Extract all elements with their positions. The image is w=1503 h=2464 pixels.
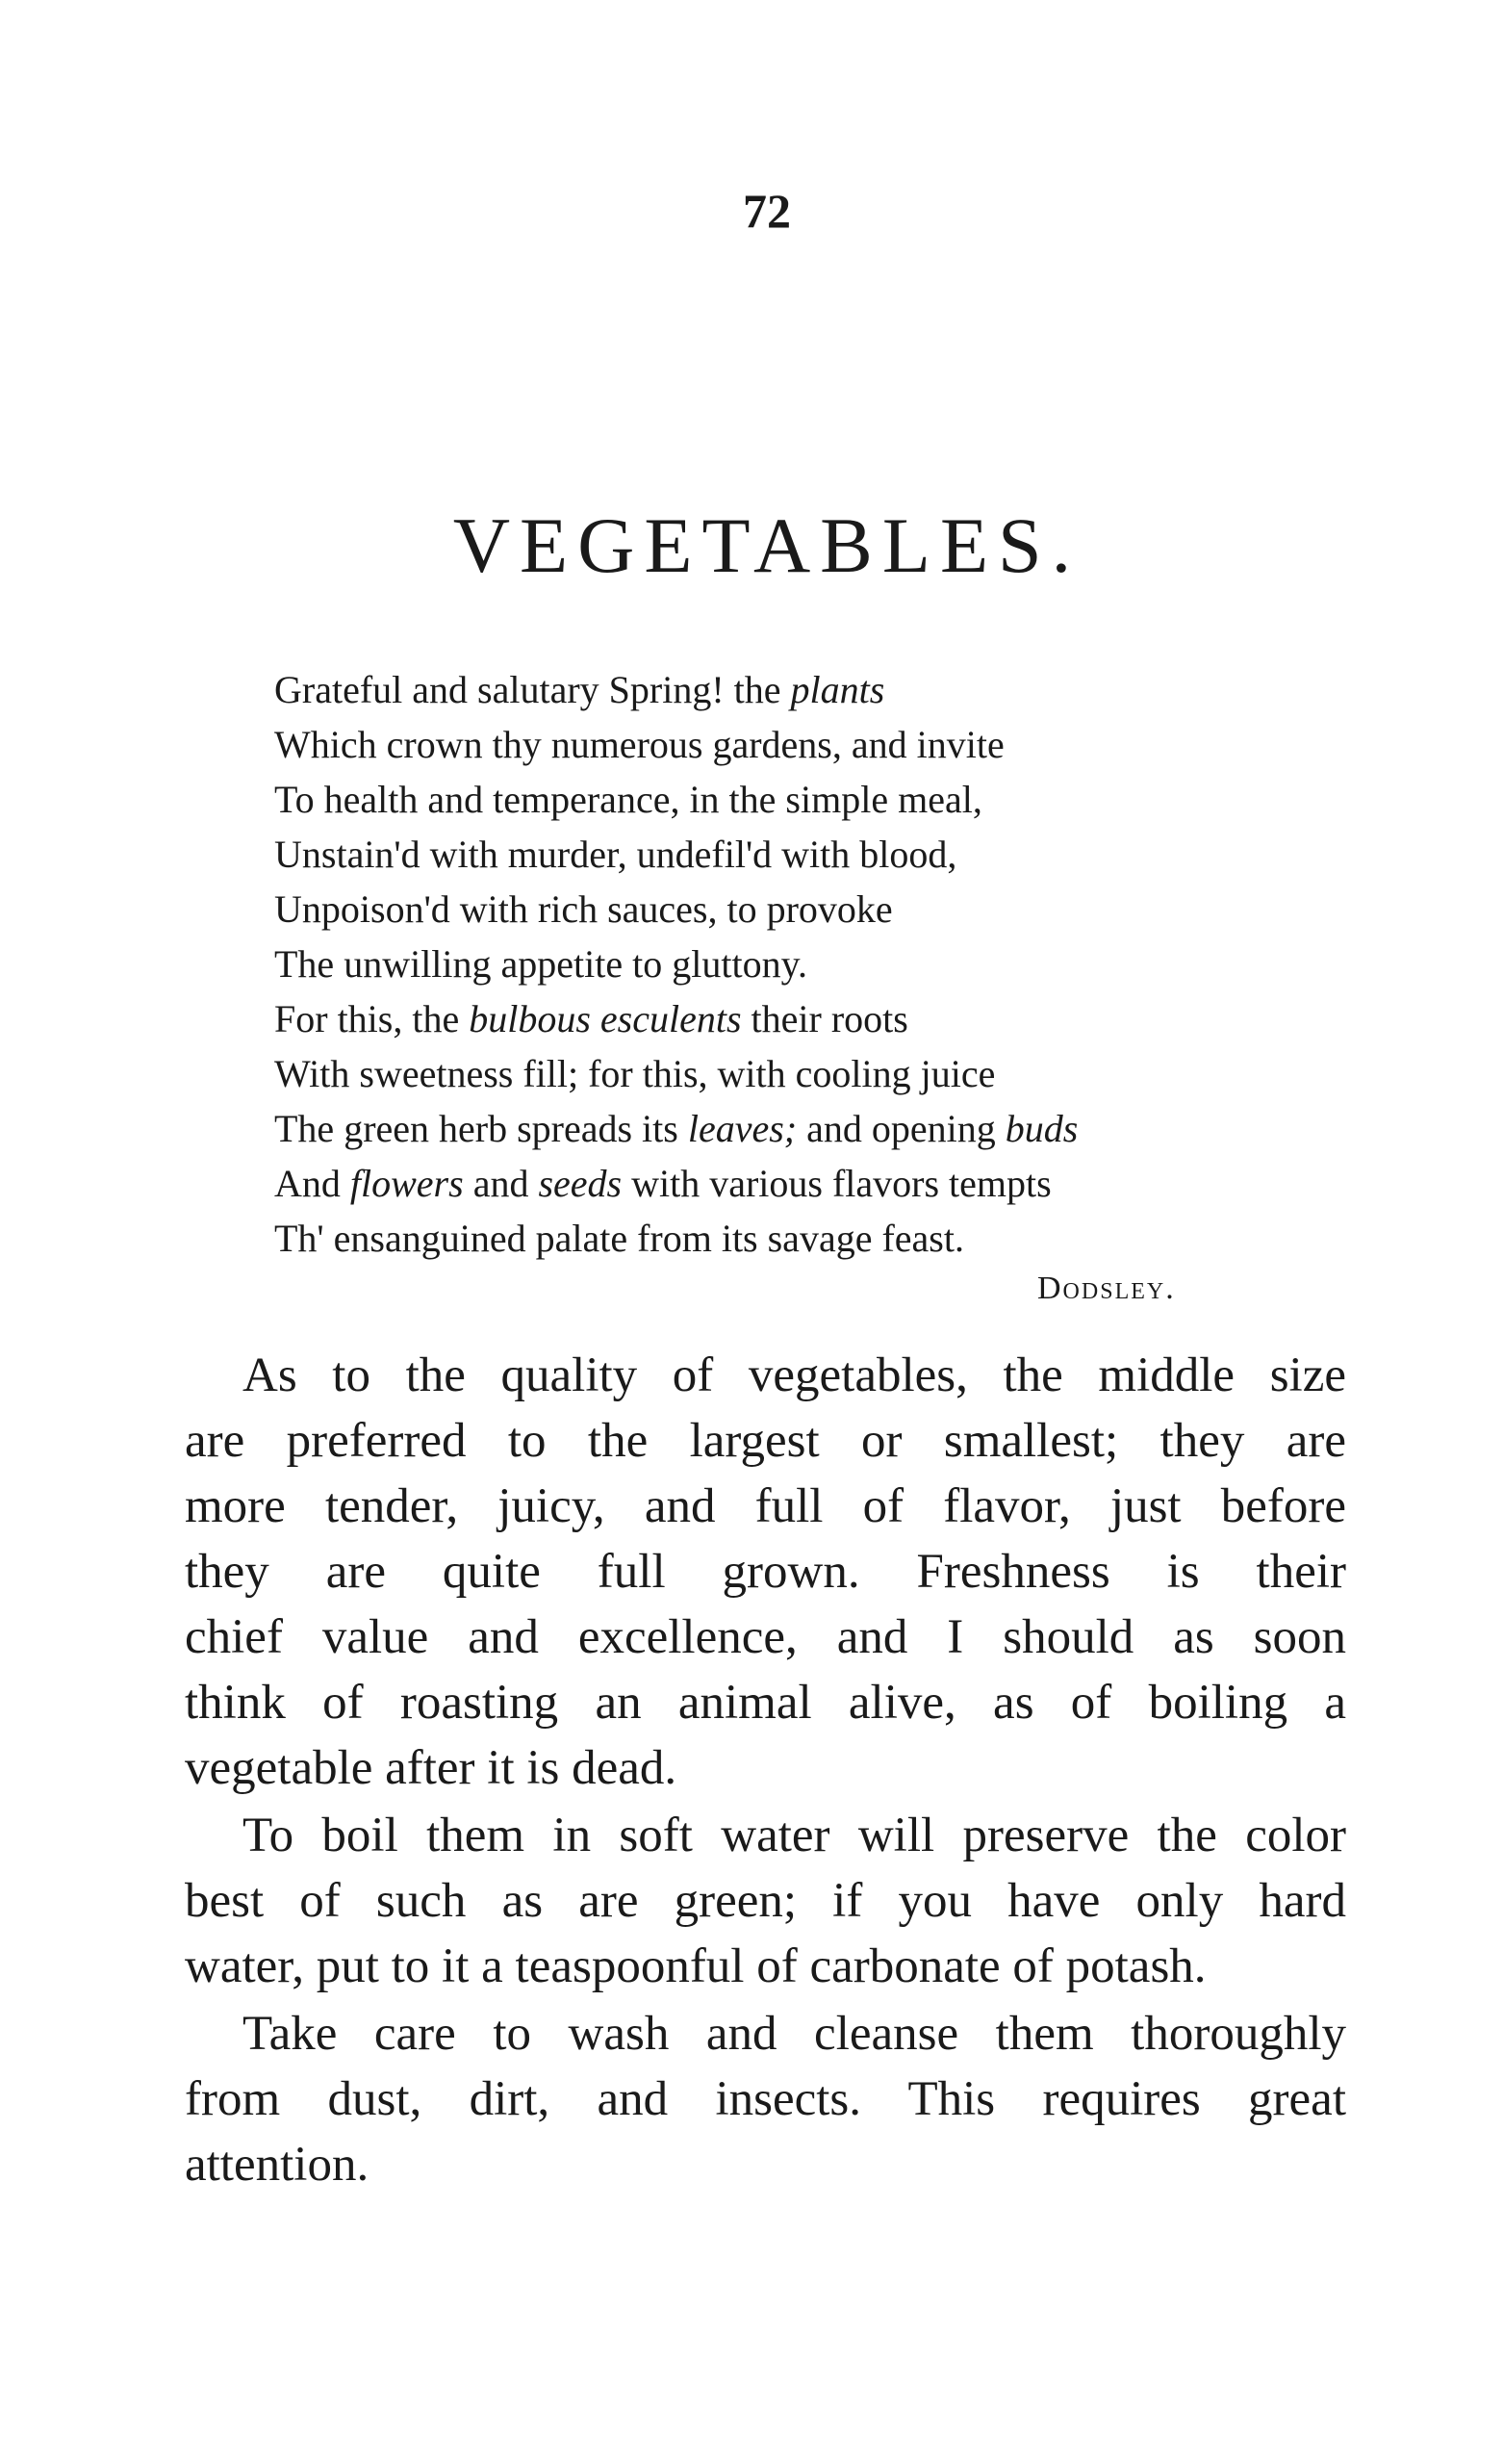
epigraph-poem: [274, 662, 1078, 1266]
poem-text: And: [274, 1162, 350, 1205]
text-line: are preferred to the largest or smallest; they are: [185, 1414, 1346, 1468]
paragraph: [185, 1803, 1346, 1999]
poem-line: [274, 991, 1078, 1046]
poem-text: For this, the: [274, 997, 470, 1040]
poem-text: with various flavors tempts: [622, 1162, 1052, 1205]
poem-text: and opening: [797, 1107, 1006, 1150]
text-line: chief value and excellence, and I should as soon: [185, 1610, 1346, 1664]
poem-line: [274, 662, 1078, 717]
poem-text: The green herb spreads its: [274, 1107, 688, 1150]
poem-line: [274, 1211, 1078, 1266]
text-line: more tender, juicy, and full of flavor, just before: [185, 1479, 1346, 1533]
poem-line: [274, 937, 1078, 991]
poem-italic-text: buds: [1005, 1107, 1079, 1150]
text-line: Take care to wash and cleanse them thoroughly: [242, 2007, 1346, 2061]
poem-author: Dodsley.: [1037, 1270, 1176, 1306]
text-line: from dust, dirt, and insects. This requires great: [185, 2072, 1346, 2126]
chapter-title: VEGETABLES.: [452, 501, 1082, 589]
text-line: vegetable after it is dead.: [185, 1741, 677, 1795]
poem-text: Which crown thy numerous gardens, and invite: [274, 723, 1005, 766]
paragraph: [185, 1343, 1346, 1801]
text-line: think of roasting an animal alive, as of boiling a: [185, 1676, 1346, 1730]
poem-text: Grateful and salutary Spring! the: [274, 668, 791, 711]
poem-text: their roots: [741, 997, 908, 1040]
poem-line: [274, 882, 1078, 937]
poem-line: [274, 772, 1078, 827]
poem-line: [274, 827, 1078, 882]
text-line: they are quite full grown. Freshness is their: [185, 1545, 1346, 1599]
text-line: attention.: [185, 2138, 369, 2192]
poem-line: [274, 1101, 1078, 1156]
poem-line: [274, 1156, 1078, 1211]
poem-italic-text: bulbous esculents: [469, 997, 742, 1040]
poem-text: The unwilling appetite to gluttony.: [274, 942, 807, 986]
poem-italic-text: leaves;: [687, 1107, 798, 1150]
poem-text: Unstain'd with murder, undefil'd with blood,: [274, 833, 957, 876]
poem-text: and: [463, 1162, 539, 1205]
poem-italic-text: flowers: [349, 1162, 464, 1205]
poem-italic-text: seeds: [538, 1162, 623, 1205]
poem-text: To health and temperance, in the simple meal,: [274, 778, 982, 821]
text-line: As to the quality of vegetables, the middle size: [242, 1348, 1346, 1402]
page-number: 72: [743, 184, 791, 238]
poem-italic-text: plants: [790, 668, 885, 711]
poem-line: [274, 717, 1078, 772]
poem-text: Th' ensanguined palate from its savage feast.: [274, 1217, 964, 1260]
poem-text: With sweetness fill; for this, with cooling juice: [274, 1052, 996, 1095]
text-line: best of such as are green; if you have only hard: [185, 1874, 1346, 1928]
text-line: To boil them in soft water will preserve the color: [242, 1809, 1346, 1862]
text-line: water, put to it a teaspoonful of carbonate of potash.: [185, 1939, 1207, 1993]
paragraph: [185, 2001, 1346, 2197]
poem-text: Unpoison'd with rich sauces, to provoke: [274, 887, 893, 931]
body-text: [185, 1343, 1346, 2199]
poem-line: [274, 1046, 1078, 1101]
